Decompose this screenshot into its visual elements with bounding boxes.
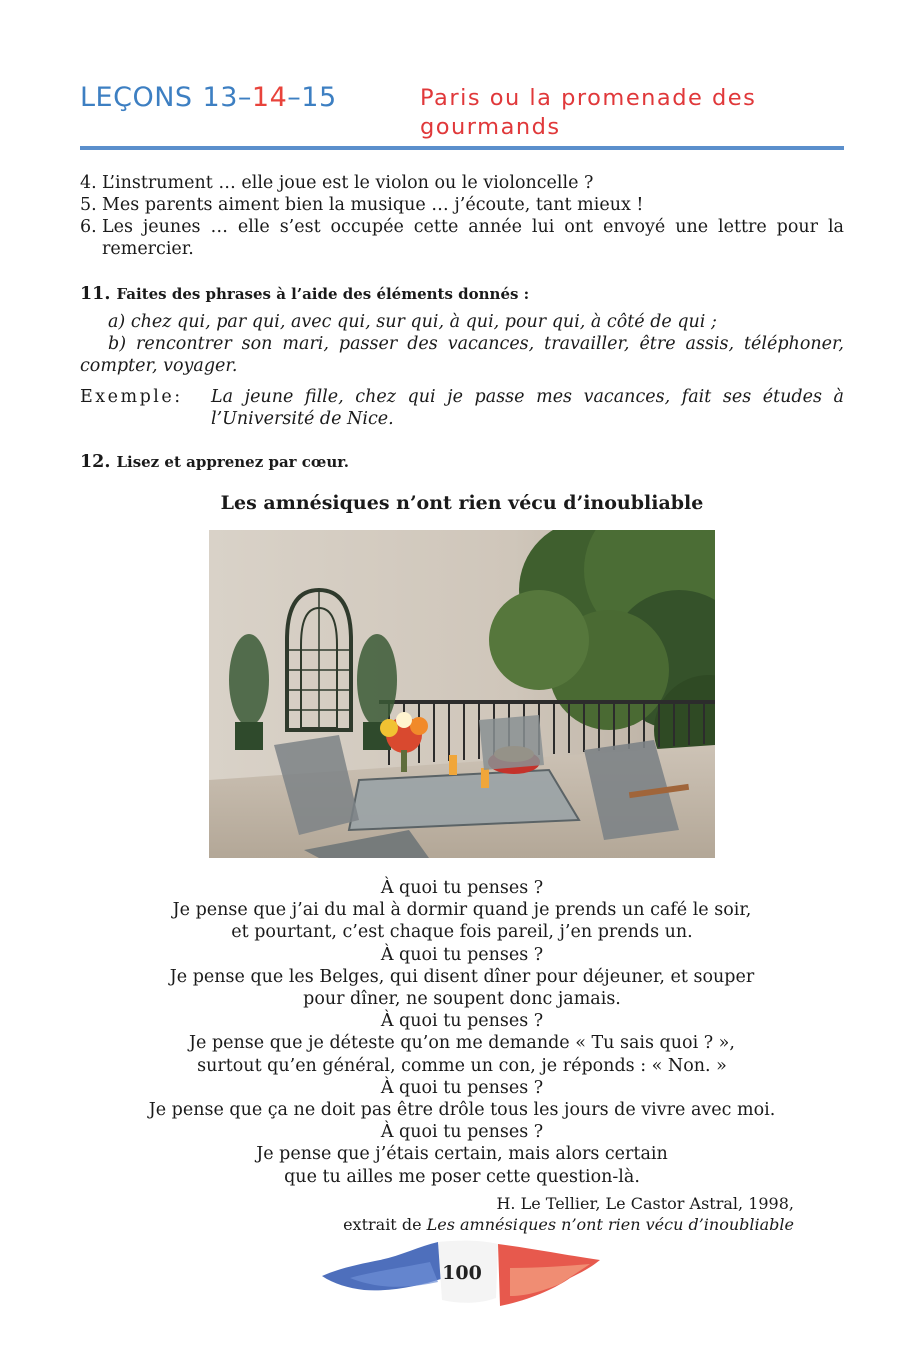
- poem-line: Je pense que je déteste qu’on me demande « Tu sais quoi ? »,: [189, 1033, 735, 1054]
- lessons-label: LEÇONS: [80, 82, 193, 113]
- attribution-prefix: extrait de: [343, 1215, 427, 1234]
- exercise-instruction: Lisez et apprenez par cœur.: [116, 453, 349, 471]
- poem-line: que tu ailles me poser cette question-là.: [284, 1166, 640, 1187]
- poem-line: À quoi tu penses ?: [380, 1122, 544, 1143]
- exercise-12-heading: [80, 451, 844, 473]
- header-rule: [80, 146, 844, 150]
- exercise-instruction: Faites des phrases à l’aide des éléments donnés :: [116, 285, 530, 303]
- example-label: Exemple:: [80, 387, 183, 407]
- poem-line: Je pense que j’étais certain, mais alors certain: [256, 1144, 668, 1165]
- poem-line: pour dîner, ne soupent donc jamais.: [303, 989, 621, 1010]
- poem-body: [80, 877, 844, 1188]
- list-item-text: Les jeunes … elle s’est occupée cette année lui ont envoyé une lettre pour la remercier.: [102, 217, 844, 259]
- lesson-number-13: 13–: [202, 82, 252, 113]
- list-item-text: L’instrument … elle joue est le violon ou le violoncelle ?: [102, 173, 594, 193]
- exercise-11-part-b: b) rencontrer son mari, passer des vacances, travailler, être assis, téléphoner, compter, voyager.: [80, 334, 844, 376]
- poem-line: À quoi tu penses ?: [380, 1077, 544, 1098]
- page-footer: [320, 1238, 600, 1310]
- lesson-title: [420, 84, 756, 142]
- exercise-number: 11.: [80, 284, 111, 304]
- lesson-title-line1: Paris ou la promenade des: [420, 85, 757, 111]
- exercise-11: [80, 283, 844, 377]
- poem-line: Je pense que j’ai du mal à dormir quand je prends un café le soir,: [172, 900, 752, 921]
- poem-line: À quoi tu penses ?: [380, 878, 544, 898]
- exercise-11-part-a: a) chez qui, par qui, avec qui, sur qui, à qui, pour qui, à côté de qui ;: [108, 312, 717, 332]
- attribution-source: [343, 1214, 794, 1235]
- attribution-title: Les amnésiques n’ont rien vécu d’inoubliable: [426, 1215, 794, 1234]
- list-item-number: 5.: [80, 195, 97, 215]
- example-text: La jeune fille, chez qui je passe mes vacances, fait ses études à l’Université de Nice.: [211, 387, 844, 429]
- terrace-photo: [209, 530, 715, 858]
- poem-line: À quoi tu penses ?: [380, 944, 544, 965]
- exercise-10-list: [80, 172, 844, 260]
- lesson-header: [80, 82, 844, 152]
- list-item: [80, 194, 844, 216]
- poem-line: Je pense que ça ne doit pas être drôle tous les jours de vivre avec moi.: [148, 1100, 776, 1121]
- exercise-11-example: [80, 386, 844, 430]
- list-item-number: 6.: [80, 217, 97, 237]
- lesson-number-15: –15: [287, 82, 337, 113]
- list-item-text: Mes parents aiment bien la musique … j’écoute, tant mieux !: [102, 195, 644, 215]
- exercise-number: 12.: [80, 452, 111, 472]
- list-item: [80, 172, 844, 194]
- poem-line: Je pense que les Belges, qui disent dîner pour déjeuner, et souper: [169, 966, 755, 987]
- poem-title: Les amnésiques n’ont rien vécu d’inoubliable: [220, 492, 704, 514]
- lesson-number: [80, 82, 337, 113]
- list-item: [80, 216, 844, 260]
- poem-line: À quoi tu penses ?: [380, 1011, 544, 1032]
- lesson-number-14: 14: [251, 82, 288, 113]
- page-number: 100: [442, 1262, 482, 1284]
- poem-line: surtout qu’en général, comme un con, je réponds : « Non. »: [197, 1055, 727, 1076]
- lesson-title-line2: gourmands: [420, 114, 561, 140]
- poem-line: et pourtant, c’est chaque fois pareil, j’en prends un.: [231, 922, 693, 943]
- list-item-number: 4.: [80, 173, 97, 193]
- exercise-11-heading: [80, 283, 844, 305]
- attribution-author: H. Le Tellier, Le Castor Astral, 1998,: [496, 1194, 794, 1213]
- poem-attribution: [343, 1193, 794, 1235]
